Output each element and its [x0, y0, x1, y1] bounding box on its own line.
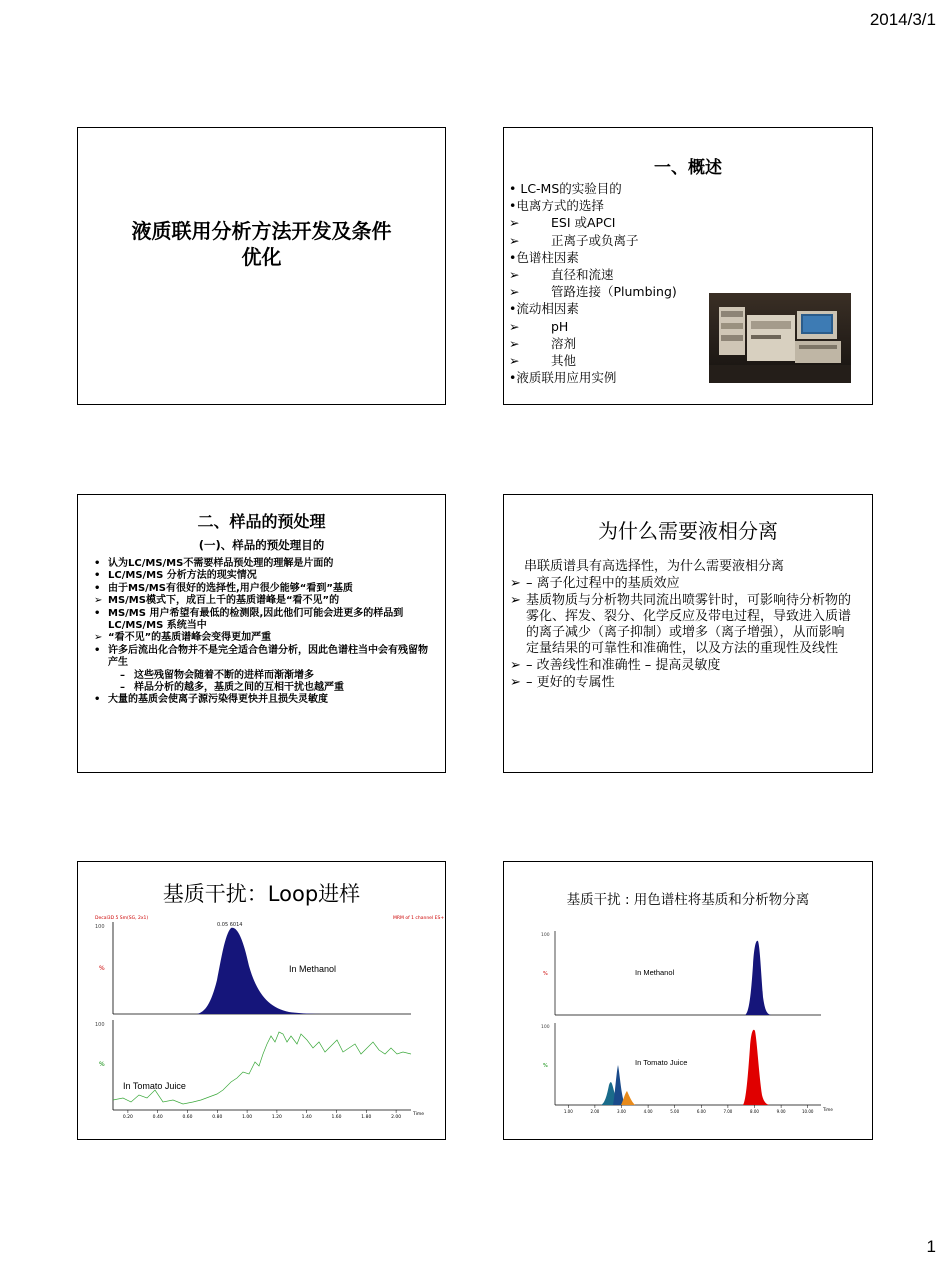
slide-3-list-item — [92, 583, 435, 595]
slide-2-list-item — [509, 352, 677, 369]
slide-2-list-text: 流动相因素 — [516, 301, 579, 317]
slide-2-list-item — [509, 180, 677, 197]
top-ypct-label: % — [543, 971, 548, 977]
slide-2-list-item — [509, 197, 677, 214]
slide-6-chromatogram — [539, 925, 832, 1115]
x-tick-label: 8.00 — [750, 1109, 759, 1114]
slide-3-title: 二、样品的预处理 — [197, 512, 326, 531]
slide-5-chromatogram — [93, 914, 445, 1126]
slide-3-list-item — [92, 570, 435, 582]
slide-3-list-text: 认为LC/MS/MS不需要样品预处理的理解是片面的 — [108, 558, 334, 569]
slide-3-list-item — [92, 645, 435, 670]
top-trace-header: Decal3D 5 Sm(SG, 2x1) — [95, 916, 149, 921]
slide-3-list-item — [92, 632, 435, 644]
slide-2-list-text: 电离方式的选择 — [516, 198, 604, 214]
slide-3-list-item — [92, 608, 435, 633]
dash-bullet-icon: – — [120, 682, 125, 694]
slide-5-chromatogram-svg — [93, 914, 445, 1126]
arrow-bullet-icon: ➢ — [509, 284, 520, 300]
arrow-bullet-icon: ➢ — [509, 353, 520, 369]
x-tick-label: 4.00 — [643, 1109, 653, 1114]
slide-2-list-item — [509, 318, 677, 335]
lcms-instrument-photo — [709, 293, 851, 383]
x-tick-label: 0.40 — [152, 1115, 163, 1120]
arrow-bullet-icon: ➢ — [94, 632, 103, 644]
x-tick-label: 0.80 — [212, 1115, 223, 1120]
bottom-series-label: In Tomato Juice — [123, 1081, 186, 1091]
x-tick-label: 1.00 — [242, 1115, 253, 1120]
slide-4-list-text: – 更好的专属性 — [526, 675, 615, 690]
x-tick-label: 9.00 — [776, 1109, 786, 1114]
slide-3-list-item — [92, 558, 435, 570]
slide-3-list-text: MS/MS模式下，成百上千的基质谱峰是“看不见”的 — [108, 595, 340, 607]
bullet-icon: • — [94, 582, 101, 594]
slide-4-list-item — [510, 675, 852, 691]
bottom-series-label: In Tomato Juice — [635, 1058, 688, 1067]
slide-6-chromatogram-svg — [539, 925, 832, 1115]
x-tick-label: 3.00 — [617, 1109, 626, 1114]
bullet-icon: • — [94, 694, 101, 706]
top-ymax-label: 100 — [95, 924, 105, 930]
x-tick-label: 0.20 — [122, 1115, 133, 1120]
page-number: 1 — [926, 1237, 936, 1256]
slide-2-list — [509, 180, 677, 386]
slide-3-list-item — [92, 670, 435, 682]
x-tick-label: 1.20 — [271, 1115, 282, 1120]
slide-2-list-text: ESI 或APCI — [551, 215, 616, 231]
arrow-bullet-icon: ➢ — [94, 595, 103, 607]
slide-2-list-text: 管路连接（Plumbing) — [551, 284, 677, 300]
slide-3-list-text: 由于MS/MS有很好的选择性,用户很少能够“看到”基质 — [108, 582, 353, 594]
slide-2-list-item — [509, 300, 677, 317]
header-date: 2014/3/1 — [869, 10, 936, 29]
top-ymax-label: 100 — [541, 933, 550, 938]
arrow-bullet-icon: ➢ — [510, 675, 521, 690]
bullet-icon: • — [509, 249, 517, 265]
slide-2-title: 一、概述 — [654, 158, 722, 178]
slide-3-list-text: MS/MS 用户希望有最低的检测限,因此他们可能会进更多的样品到LC/MS/MS 系统当中 — [108, 607, 404, 632]
slide-1-title-line-2: 优化 — [241, 245, 282, 269]
slide-4-list-text: 基质物质与分析物共同流出喷雾针时，可影响待分析物的雾化、挥发、裂分、化学反应及带电过程，导致进入质谱的离子减少（离子抑制）或增多（离子增强），从而影响定量结果的可靠性和准确性，以及方法的重现性及线性 — [526, 593, 852, 656]
x-unit: Time — [413, 1112, 425, 1117]
slide-2-list-text: 正离子或负离子 — [551, 232, 639, 248]
top-trace-header-right: MRM of 1 channel ES+ — [393, 916, 445, 921]
bottom-ypct-label: % — [543, 1063, 548, 1069]
x-unit: Time — [823, 1107, 833, 1112]
slide-5 — [77, 861, 446, 1140]
slide-3-list-text: 这些残留物会随着不断的进样而渐渐增多 — [134, 669, 314, 681]
bottom-ymax-label: 100 — [95, 1022, 105, 1028]
slide-4-list-item — [510, 576, 852, 592]
slide-2-list-item — [509, 249, 677, 266]
x-tick-label: 1.80 — [361, 1115, 372, 1120]
x-tick-label: 7.00 — [723, 1109, 733, 1114]
slide-2-list-text: 色谱柱因素 — [516, 249, 579, 265]
top-series-label: In Methanol — [635, 968, 675, 977]
slide-3-list-item — [92, 595, 435, 607]
slide-5-title: 基质干扰：Loop进样 — [162, 882, 361, 906]
slide-2-list-item — [509, 369, 677, 386]
bullet-icon: • — [509, 370, 517, 386]
arrow-bullet-icon: ➢ — [510, 658, 521, 673]
top-ypct-label: % — [99, 965, 105, 972]
bullet-icon: • — [509, 198, 517, 214]
bullet-icon: • — [509, 301, 517, 317]
arrow-bullet-icon: ➢ — [509, 318, 520, 334]
slide-2-list-text: LC-MS的实验目的 — [516, 181, 622, 196]
slide-6-title: 基质干扰 : 用色谱柱将基质和分析物分离 — [566, 892, 810, 908]
slide-2-list-item — [509, 283, 677, 300]
slide-4-list-text: – 改善线性和准确性 – 提高灵敏度 — [526, 658, 721, 673]
x-tick-label: 1.40 — [301, 1115, 312, 1120]
bottom-ypct-label: % — [99, 1061, 105, 1068]
bottom-ymax-label: 100 — [541, 1025, 550, 1030]
x-tick-label: 0.60 — [182, 1115, 193, 1120]
x-tick-label: 2.00 — [590, 1109, 600, 1114]
x-tick-label: 2.00 — [391, 1115, 402, 1120]
slide-4-list-item — [510, 658, 852, 674]
slide-4-list — [510, 576, 852, 691]
slide-3-list-item — [92, 694, 435, 706]
slide-3-list-text: “看不见”的基质谱峰会变得更加严重 — [108, 632, 272, 644]
slide-2-list-item — [509, 232, 677, 249]
slide-3 — [77, 494, 446, 773]
slide-1-title-line-1: 液质联用分析方法开发及条件 — [131, 219, 392, 243]
slide-4-list-text: – 离子化过程中的基质效应 — [526, 576, 680, 591]
slide-2-list-text: pH — [551, 318, 569, 334]
arrow-bullet-icon: ➢ — [509, 232, 520, 248]
top-series-label: In Methanol — [289, 964, 337, 974]
x-tick-label: 1.00 — [563, 1109, 573, 1114]
slide-4-lead: 串联质谱具有高选择性，为什么需要液相分离 — [524, 559, 785, 574]
slide-2-list-text: 溶剂 — [551, 335, 577, 351]
x-tick-label: 1.60 — [331, 1115, 342, 1120]
bullet-icon: • — [94, 570, 101, 582]
slide-4-body — [510, 559, 852, 691]
x-tick-label: 6.00 — [696, 1109, 706, 1114]
slide-3-subtitle: (一)、样品的预处理目的 — [198, 538, 325, 552]
peak-label: 0.05 6014 — [217, 922, 243, 928]
slide-2-list-item — [509, 335, 677, 352]
slide-4-title: 为什么需要液相分离 — [598, 519, 778, 543]
slide-3-list-text: 大量的基质会使离子源污染得更快并且损失灵敏度 — [108, 694, 328, 706]
bullet-icon: • — [94, 607, 101, 619]
slide-3-list-text: LC/MS/MS 分析方法的现实情况 — [108, 570, 257, 582]
dash-bullet-icon: – — [120, 669, 125, 681]
arrow-bullet-icon: ➢ — [509, 215, 520, 231]
slide-2-list-text: 液质联用应用实例 — [516, 370, 617, 386]
arrow-bullet-icon: ➢ — [510, 576, 521, 591]
slide-4-list-item — [510, 593, 852, 657]
slide-3-list-text: 许多后流出化合物并不是完全适合色谱分析，因此色谱柱当中会有残留物产生 — [108, 644, 428, 669]
x-tick-label: 5.00 — [670, 1109, 680, 1114]
x-tick-label: 10.00 — [801, 1109, 814, 1114]
slide-2-list-item — [509, 214, 677, 231]
slide-1-title — [98, 218, 425, 270]
bullet-icon: • — [94, 644, 101, 656]
slide-2-list-text: 其他 — [551, 353, 577, 369]
slide-3-list — [92, 558, 435, 707]
slide-3-list-text: 样品分析的越多，基质之间的互相干扰也越严重 — [134, 682, 344, 694]
slide-3-list-item — [92, 682, 435, 694]
arrow-bullet-icon: ➢ — [509, 267, 520, 283]
slide-6 — [503, 861, 873, 1140]
slide-2-list-item — [509, 266, 677, 283]
slide-2 — [503, 127, 873, 405]
arrow-bullet-icon: ➢ — [509, 335, 520, 351]
slide-4 — [503, 494, 873, 773]
slide-2-list-text: 直径和流速 — [551, 267, 614, 283]
arrow-bullet-icon: ➢ — [510, 593, 521, 608]
slide-1 — [77, 127, 446, 405]
bullet-icon: • — [509, 181, 517, 196]
bullet-icon: • — [94, 558, 101, 569]
